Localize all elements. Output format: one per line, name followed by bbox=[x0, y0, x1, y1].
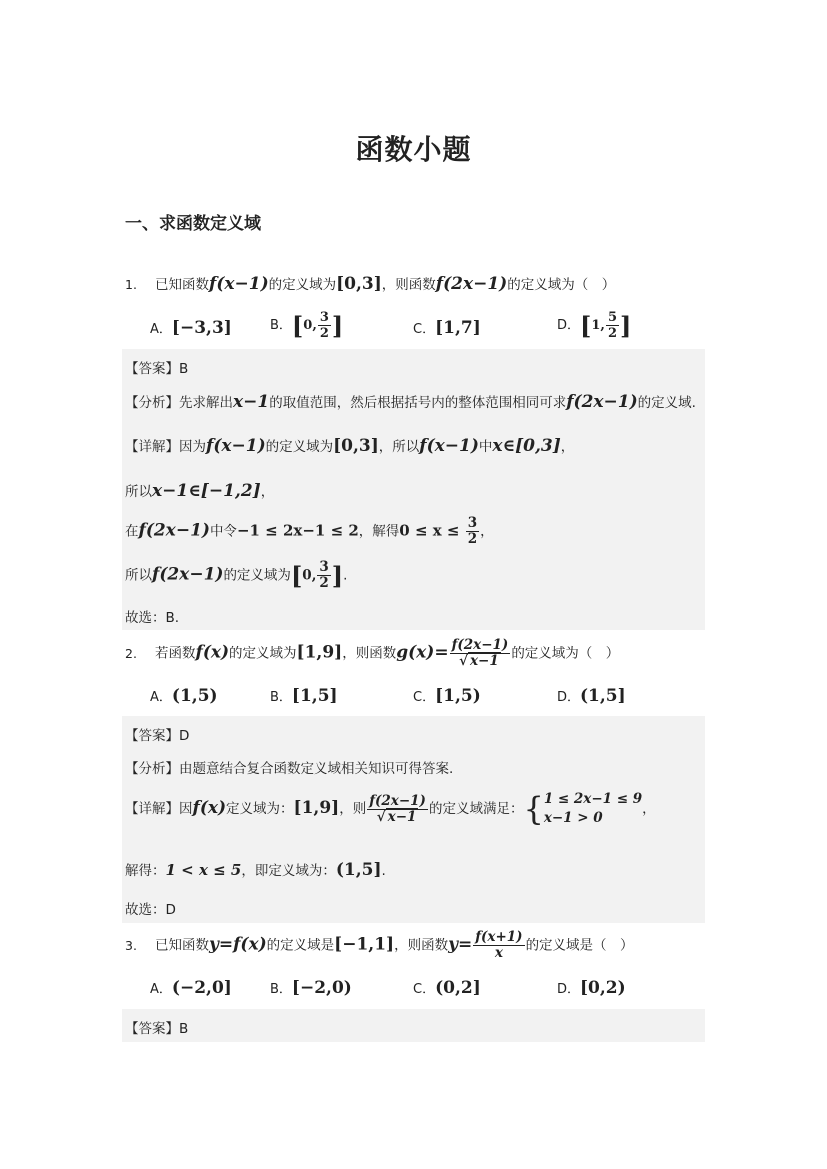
detail-1-line-4: 所以f(2x−1)的定义域为[0, $\frac{3}{2}$ ]. bbox=[125, 559, 348, 591]
math-expr: [1,7] bbox=[435, 318, 481, 338]
option-b[interactable]: B．[1,5] bbox=[270, 686, 338, 706]
detail-1-line-2: 所以x−1∈[−1,2]， bbox=[125, 481, 275, 501]
answer-3: 【答案】B bbox=[125, 1021, 189, 1037]
solution-block-3 bbox=[122, 1009, 705, 1042]
math-expr: [−3,3] bbox=[171, 318, 232, 338]
question-3: 3. 已知函数y=f(x)的定义域是[−1,1]，则函数y= $\frac{f(x+1)}{x}$ 的定义域是（ ） bbox=[125, 929, 634, 961]
detail-2: 【详解】因f(x)定义域为：[1,9]，则 $\frac{f(2x-1)}{√ x-1}$ 的定义域满足：{ 1 ≤ 2x−1 ≤ 9 x−1 > 0 ， bbox=[125, 790, 656, 828]
option-c[interactable]: C．[1,5) bbox=[413, 686, 481, 706]
option-a[interactable]: A．[−3,3] bbox=[150, 318, 232, 338]
fraction: $\frac{3}{2}$ bbox=[319, 310, 329, 341]
answer-2: 【答案】D bbox=[125, 728, 190, 744]
answer-1: 【答案】B bbox=[125, 361, 189, 377]
question-number: 3. bbox=[125, 937, 137, 953]
option-b[interactable]: B．[−2,0) bbox=[270, 978, 352, 998]
option-a[interactable]: A．(1,5) bbox=[150, 686, 218, 706]
analysis-1: 【分析】先求解出x−1的取值范围，然后根据括号内的整体范围相同可求f(2x−1)的定义域. bbox=[125, 392, 696, 412]
choice-2: 故选：D bbox=[125, 902, 176, 918]
choice-1: 故选：B. bbox=[125, 610, 180, 626]
fraction: $\frac{f(2x-1)}{√ x-1}$ bbox=[451, 637, 509, 669]
section-heading: 一、求函数定义域 bbox=[125, 214, 261, 234]
math-expr: f(x−1) bbox=[209, 274, 269, 294]
math-expr: f(2x−1) bbox=[435, 274, 508, 294]
option-d[interactable]: D．[0,2) bbox=[557, 978, 626, 998]
question-2: 2. 若函数f(x)的定义域为[1,9]，则函数g(x)= $\frac{f(2x-1)}{√ x-1}$ 的定义域为（ ） bbox=[125, 637, 620, 669]
option-a[interactable]: A．(−2,0] bbox=[150, 978, 232, 998]
question-number: 2. bbox=[125, 645, 137, 661]
question-1: 1. 已知函数f(x−1)的定义域为[0,3]，则函数f(2x−1)的定义域为（ ） bbox=[125, 274, 616, 294]
option-d[interactable]: D．(1,5] bbox=[557, 686, 626, 706]
option-b[interactable]: B．[0, $\frac{3}{2}$ ] bbox=[270, 310, 344, 341]
detail-1-line-3: 在f(2x−1)中令−1 ≤ 2x−1 ≤ 2，解得0 ≤ x ≤ $\frac{3}{2}$ ， bbox=[125, 515, 494, 547]
fraction: $\frac{f(x+1)}{x}$ bbox=[475, 929, 523, 961]
detail-1: 【详解】因为f(x−1)的定义域为[0,3]，所以f(x−1)中x∈[0,3]， bbox=[125, 436, 575, 456]
question-number: 1. bbox=[125, 277, 137, 292]
page-title: 函数小题 bbox=[355, 133, 472, 166]
math-expr: [0,3] bbox=[336, 274, 382, 294]
fraction: $\frac{5}{2}$ bbox=[607, 310, 617, 341]
option-c[interactable]: C．[1,7] bbox=[413, 318, 481, 338]
detail-2-line-2: 解得：1 < x ≤ 5，即定义域为：(1,5]. bbox=[125, 860, 386, 880]
option-d[interactable]: D．[1, $\frac{5}{2}$ ] bbox=[557, 310, 632, 341]
analysis-2: 【分析】由题意结合复合函数定义域相关知识可得答案. bbox=[125, 761, 454, 777]
option-c[interactable]: C．(0,2] bbox=[413, 978, 481, 998]
